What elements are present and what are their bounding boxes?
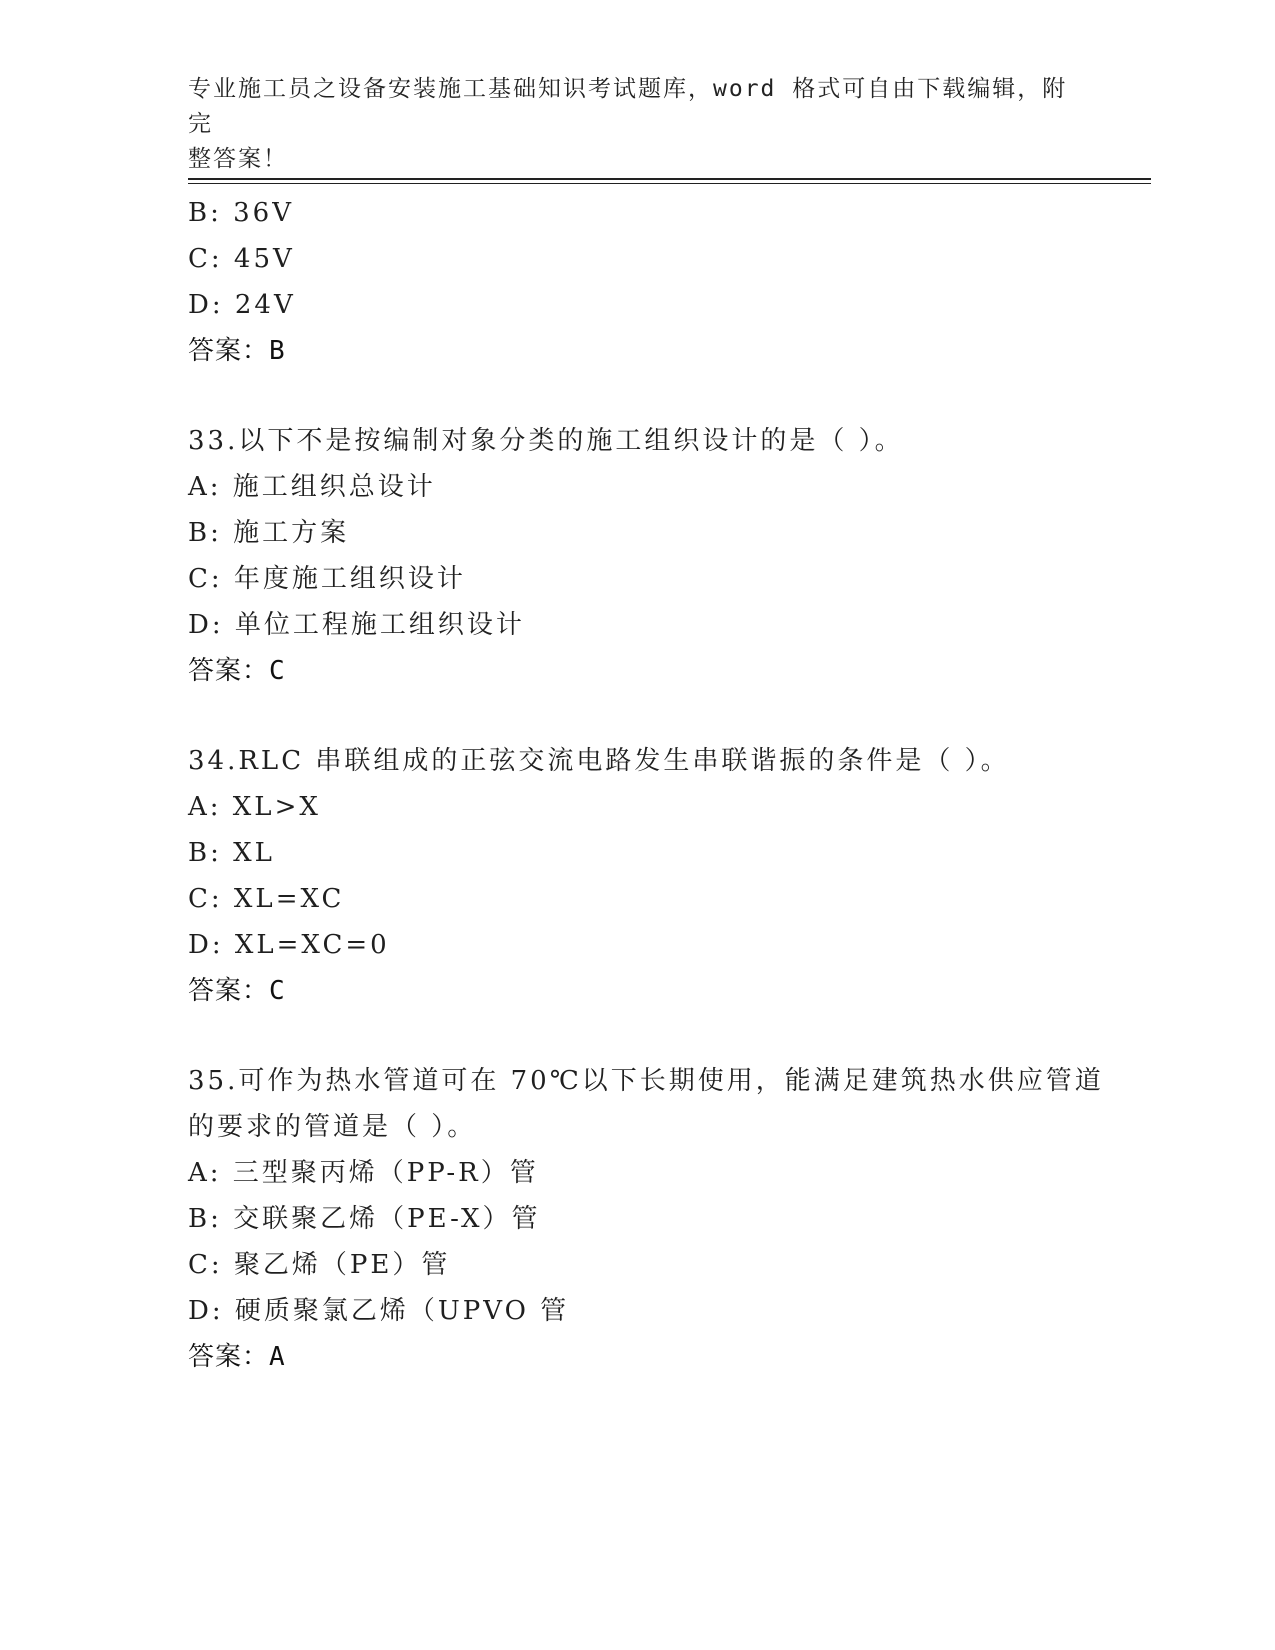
header-divider-thick	[188, 178, 1151, 180]
question-title: 34.RLC 串联组成的正弦交流电路发生串联谐振的条件是（ ）。	[188, 746, 1010, 776]
option-a: A: XL>X	[188, 792, 321, 822]
spacer	[188, 694, 1108, 738]
spacer	[188, 1014, 1108, 1058]
option-b: B: XL	[188, 838, 275, 868]
document-header	[188, 72, 1088, 177]
question-title-line-1: 35.可作为热水管道可在 70℃以下长期使用，能满足建筑热水供应管道	[188, 1066, 1104, 1096]
option-d: D: 24V	[188, 290, 296, 320]
answer-line: 答案：B	[188, 336, 286, 366]
option-d: D: 硬质聚氯乙烯（UPVO 管	[188, 1296, 570, 1326]
option-c: C: XL=XC	[188, 884, 345, 914]
option-c: C: 45V	[188, 244, 295, 274]
question-title-line-2: 的要求的管道是（ ）。	[188, 1112, 477, 1142]
option-a: A: 施工组织总设计	[188, 472, 436, 502]
question-33	[188, 418, 1108, 694]
question-title: 33.以下不是按编制对象分类的施工组织设计的是（ ）。	[188, 426, 904, 456]
option-c: C: 聚乙烯（PE）管	[188, 1250, 451, 1280]
question-content	[188, 190, 1108, 1380]
option-b: B: 交联聚乙烯（PE-X）管	[188, 1204, 541, 1234]
option-a: A: 三型聚丙烯（PP-R）管	[188, 1158, 539, 1188]
option-b: B: 施工方案	[188, 518, 350, 548]
previous-question-tail	[188, 190, 1108, 374]
option-d: D: 单位工程施工组织设计	[188, 610, 525, 640]
option-d: D: XL=XC=0	[188, 930, 390, 960]
answer-line: 答案：C	[188, 656, 286, 686]
header-line-1: 专业施工员之设备安装施工基础知识考试题库，word 格式可自由下载编辑，附完	[188, 76, 1068, 137]
spacer	[188, 374, 1108, 418]
question-34	[188, 738, 1108, 1014]
option-c: C: 年度施工组织设计	[188, 564, 466, 594]
header-line-2: 整答案！	[188, 146, 288, 172]
header-divider-thin	[188, 183, 1151, 184]
answer-line: 答案：C	[188, 976, 286, 1006]
option-b: B: 36V	[188, 198, 294, 228]
question-35	[188, 1058, 1108, 1380]
answer-line: 答案：A	[188, 1342, 286, 1372]
